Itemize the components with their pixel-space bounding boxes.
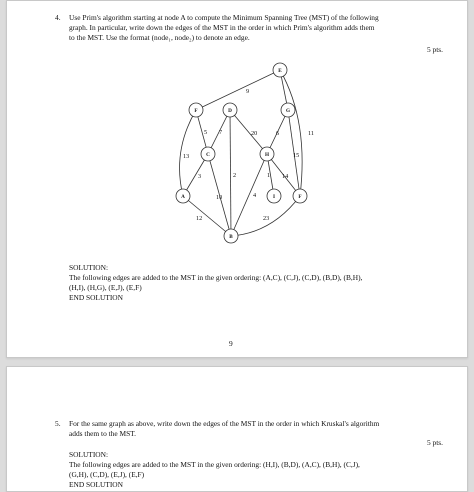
solution-5-line-1: The following edges are added to the MST in the given ordering: (H,I), (B,D), (A,C), (B,H), (C,J), (69, 460, 360, 469)
weight-15: 15 (293, 152, 300, 159)
node-label-C: C (206, 152, 210, 158)
weight-23: 23 (263, 215, 270, 222)
weight-10: 10 (216, 194, 223, 201)
solution-4-header: SOLUTION: (69, 263, 109, 272)
weight-6: 6 (276, 130, 280, 137)
node-label-J: F (194, 108, 198, 114)
question-5-line-2: adds them to the MST. (69, 429, 136, 438)
question-4-line-1: Use Prim's algorithm starting at node A to compute the Minimum Spanning Tree (MST) of the following (69, 13, 379, 22)
question-5-number: 5. (55, 419, 61, 428)
node-label-D: D (228, 108, 232, 114)
weight-9: 9 (246, 88, 250, 95)
solution-4-line-1: The following edges are added to the MST in the given ordering: (A,C), (C,J), (C,D), (B,D), (B,H), (69, 273, 363, 282)
weight-7: 7 (219, 129, 223, 136)
node-label-A: A (181, 194, 185, 200)
weight-13: 13 (183, 153, 190, 160)
question-4-points: 5 pts. (426, 45, 443, 54)
weight-14: 14 (282, 173, 289, 180)
question-4-line-3: to the MST. Use the format (node₁, node₂) to denote an edge. (69, 33, 250, 42)
solution-5-header: SOLUTION: (69, 450, 109, 459)
edge-D-H (230, 110, 267, 154)
node-label-G: G (285, 108, 291, 114)
node-label-H: H (264, 152, 270, 158)
weight-5: 5 (204, 129, 208, 136)
page-number: 9 (229, 339, 233, 348)
node-label-F: F (298, 194, 302, 200)
edge-A-B (183, 196, 231, 236)
edge-H-B (231, 152, 270, 236)
weight-11: 11 (308, 130, 314, 137)
node-label-I: I (272, 194, 276, 200)
weight-20: 20 (251, 130, 258, 137)
edge-J-E (196, 70, 280, 110)
question-4-number: 4. (55, 13, 61, 22)
solution-5-end: END SOLUTION (69, 480, 123, 489)
question-4-line-2: graph. In particular, write down the edges of the MST in the order in which Prim's algorithm adds them (69, 23, 375, 32)
weight-4: 4 (253, 192, 257, 199)
solution-4-line-2: (H,I), (H,G), (E,J), (E,F) (69, 283, 142, 292)
weight-12: 12 (196, 215, 203, 222)
weight-3: 3 (198, 173, 202, 180)
document-page-10 (6, 366, 468, 492)
graph-diagram (7, 1, 467, 357)
weight-1: 1 (267, 172, 271, 179)
weight-2: 2 (233, 172, 237, 179)
document-page-9 (6, 0, 468, 358)
question-5-line-1: For the same graph as above, write down the edges of the MST in the order in which Kruskal's algorithm (69, 419, 380, 428)
node-label-E: E (278, 68, 282, 74)
node-label-B: B (229, 234, 233, 240)
solution-4-end: END SOLUTION (69, 293, 123, 302)
solution-5-line-2: (G,H), (C,D), (E,J), (E,F) (69, 470, 145, 479)
edge-D-B (230, 110, 231, 236)
question-5-points: 5 pts. (426, 438, 443, 447)
